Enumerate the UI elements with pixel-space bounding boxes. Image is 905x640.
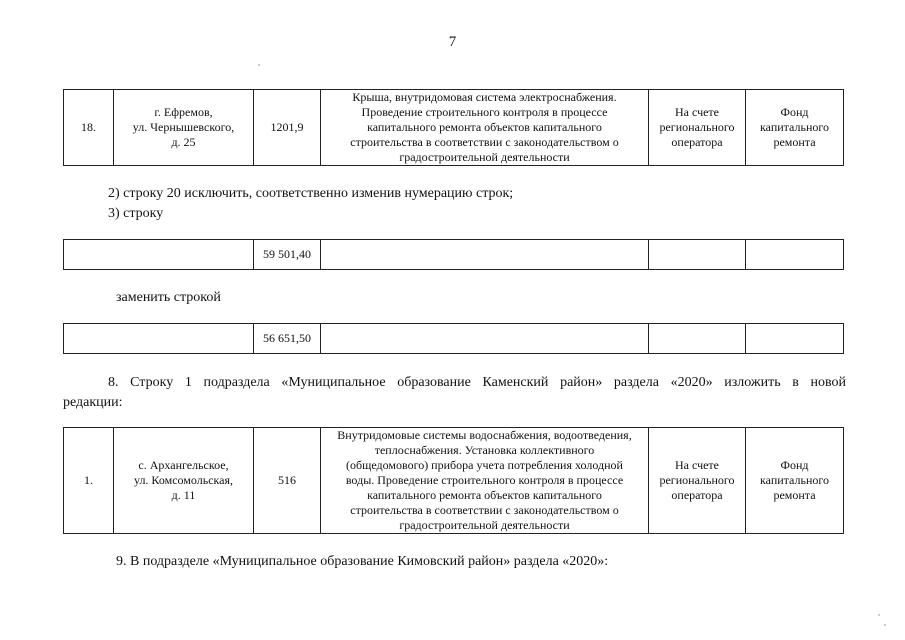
- account-cell: На счете регионального оператора: [649, 90, 746, 166]
- empty-cell: [746, 240, 844, 270]
- empty-cell: [321, 240, 649, 270]
- replace-label: заменить строкой: [116, 290, 221, 305]
- scan-speck: [878, 614, 880, 616]
- empty-cell: [321, 324, 649, 354]
- scan-speck: [884, 624, 886, 626]
- old-total-value: 59 501,40: [254, 240, 321, 270]
- area-cell: 1201,9: [254, 90, 321, 166]
- works-cell: Крыша, внутридомовая система электроснабжения. Проведение строительного контроля в процессе капитального ремонта объектов капитального строительства в соответствии с законодательством о градостроительной деятельности: [321, 90, 649, 166]
- account-cell: На счете регионального оператора: [649, 428, 746, 534]
- old-total-row: [63, 239, 844, 270]
- empty-cell: [64, 240, 254, 270]
- paragraph-8-line-2: редакции:: [63, 395, 123, 410]
- address-cell: с. Архангельское, ул. Комсомольская, д. 11: [114, 428, 254, 534]
- page-number: 7: [448, 34, 457, 50]
- works-cell: Внутридомовые системы водоснабжения, водоотведения, теплоснабжения. Установка коллективного (общедомового) прибора учета потребления холодной воды. Проведение строительного контроля в процессе капитального ремонта объектов капитального строительства в соответствии с законодательством о градостроительной деятельности: [321, 428, 649, 534]
- housing-table-row-18: [63, 89, 844, 166]
- scan-speck: [258, 64, 260, 66]
- address-cell: г. Ефремов, ул. Чернышевского, д. 25: [114, 90, 254, 166]
- paragraph-3: 3) строку: [108, 206, 164, 221]
- row-number-cell: 1.: [64, 428, 114, 534]
- empty-cell: [64, 324, 254, 354]
- paragraph-8-line-1: 8. Строку 1 подраздела «Муниципальное образование Каменский район» раздела «2020» изложить в новой: [108, 375, 846, 390]
- paragraph-9: 9. В подразделе «Муниципальное образование Кимовский район» раздела «2020»:: [116, 554, 609, 569]
- new-total-value: 56 651,50: [254, 324, 321, 354]
- row-number-cell: 18.: [64, 90, 114, 166]
- empty-cell: [649, 240, 746, 270]
- housing-table-row-1: [63, 427, 844, 534]
- paragraph-2: 2) строку 20 исключить, соответственно изменив нумерацию строк;: [108, 186, 514, 201]
- new-total-row: [63, 323, 844, 354]
- empty-cell: [649, 324, 746, 354]
- fund-cell: Фонд капитального ремонта: [746, 90, 844, 166]
- fund-cell: Фонд капитального ремонта: [746, 428, 844, 534]
- empty-cell: [746, 324, 844, 354]
- area-cell: 516: [254, 428, 321, 534]
